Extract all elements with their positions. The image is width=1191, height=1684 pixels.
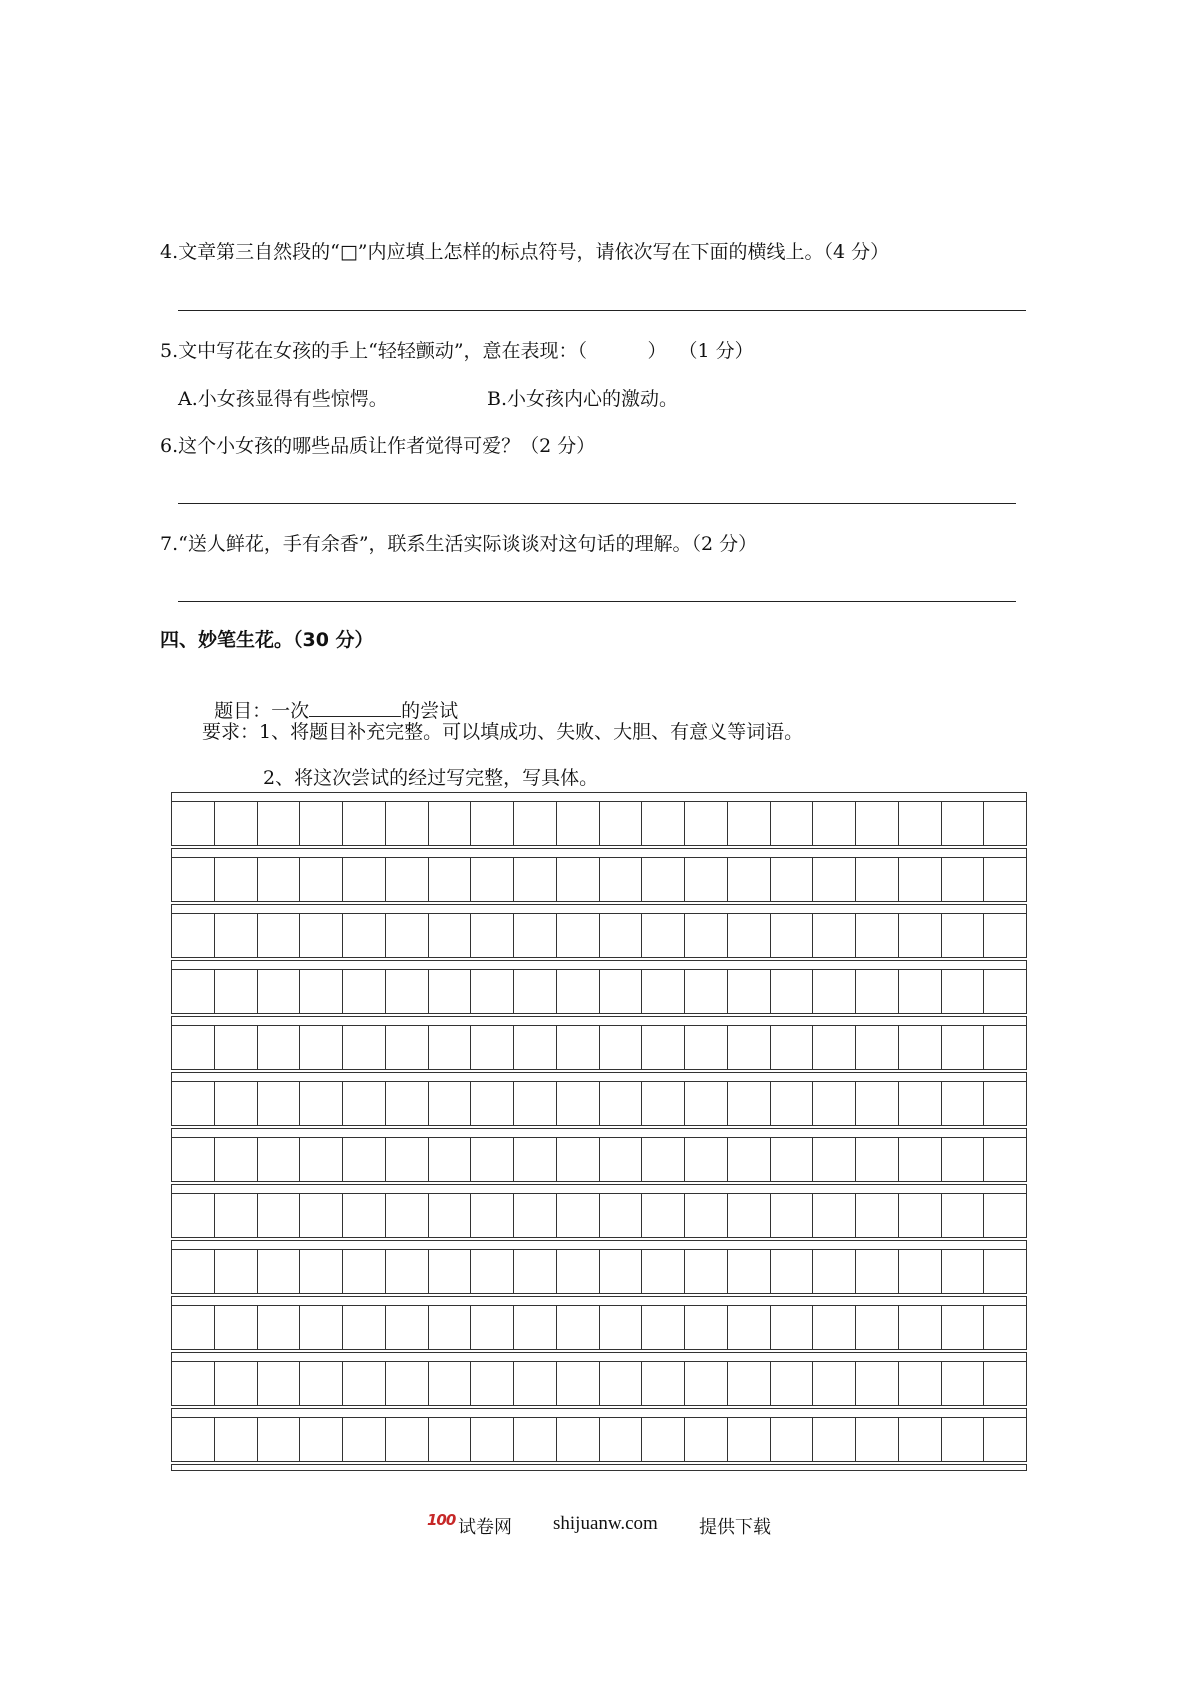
grid-cell[interactable] [728,1026,771,1069]
grid-cell[interactable] [685,1250,728,1293]
grid-cell[interactable] [429,1362,472,1405]
grid-cell[interactable] [600,1194,643,1237]
grid-cell[interactable] [984,914,1026,957]
grid-cell[interactable] [771,1026,814,1069]
grid-cell[interactable] [856,802,899,845]
grid-cells [171,1081,1027,1126]
grid-row-gap [171,1240,1027,1249]
grid-cell[interactable] [899,1194,942,1237]
grid-cell[interactable] [514,1250,557,1293]
grid-cell[interactable] [813,1362,856,1405]
grid-cell[interactable] [386,1194,429,1237]
grid-cell[interactable] [557,802,600,845]
grid-row [171,1016,1027,1072]
grid-cell[interactable] [984,1138,1026,1181]
grid-cell[interactable] [514,914,557,957]
grid-cells [171,1417,1027,1462]
grid-cell[interactable] [386,914,429,957]
grid-cell[interactable] [771,802,814,845]
grid-cell[interactable] [557,914,600,957]
grid-cell[interactable] [856,1306,899,1349]
grid-cell[interactable] [600,1362,643,1405]
grid-cells [171,1249,1027,1294]
grid-cell[interactable] [514,1418,557,1461]
question-4: 4.文章第三自然段的“□”内应填上怎样的标点符号，请依次写在下面的横线上。（4 分） [160,241,890,263]
answer-line-q4[interactable] [178,310,1026,311]
grid-cell[interactable] [300,802,343,845]
grid-cell[interactable] [600,1250,643,1293]
grid-cell[interactable] [771,1194,814,1237]
grid-cell[interactable] [215,858,258,901]
grid-cell[interactable] [942,1082,985,1125]
grid-cell[interactable] [514,802,557,845]
grid-cell[interactable] [172,802,215,845]
grid-cell[interactable] [642,858,685,901]
grid-cell[interactable] [728,1250,771,1293]
grid-cell[interactable] [771,1138,814,1181]
grid-cell[interactable] [471,1194,514,1237]
grid-cell[interactable] [600,1418,643,1461]
question-6: 6.这个小女孩的哪些品质让作者觉得可爱？（2 分） [160,435,596,457]
topic-suffix: 的尝试 [401,700,459,722]
answer-line-q6[interactable] [178,503,1016,504]
grid-row [171,1128,1027,1184]
grid-cell[interactable] [386,858,429,901]
grid-cell[interactable] [172,914,215,957]
grid-cell[interactable] [899,1250,942,1293]
grid-cell[interactable] [300,1138,343,1181]
grid-cell[interactable] [771,858,814,901]
grid-cell[interactable] [942,1418,985,1461]
grid-cell[interactable] [172,1362,215,1405]
grid-cell[interactable] [343,1082,386,1125]
grid-cell[interactable] [600,1082,643,1125]
grid-cell[interactable] [300,1306,343,1349]
requirement-2: 2、将这次尝试的经过写完整，写具体。 [263,767,599,789]
topic-blank[interactable] [309,698,401,717]
grid-cell[interactable] [343,970,386,1013]
logo-100-icon: 100 [427,1511,456,1529]
grid-cell[interactable] [258,1026,301,1069]
grid-cell[interactable] [984,1250,1026,1293]
grid-cell[interactable] [728,1138,771,1181]
grid-cell[interactable] [429,802,472,845]
grid-cell[interactable] [942,802,985,845]
grid-cells [171,1137,1027,1182]
grid-cell[interactable] [215,970,258,1013]
grid-row [171,960,1027,1016]
grid-cell[interactable] [557,858,600,901]
grid-cell[interactable] [215,1362,258,1405]
grid-cell[interactable] [856,914,899,957]
grid-cell[interactable] [386,1362,429,1405]
grid-cell[interactable] [557,1138,600,1181]
grid-cell[interactable] [386,1082,429,1125]
grid-cell[interactable] [471,858,514,901]
grid-cell[interactable] [300,1194,343,1237]
grid-cell[interactable] [215,802,258,845]
grid-cell[interactable] [343,1306,386,1349]
grid-cell[interactable] [856,1138,899,1181]
grid-cell[interactable] [942,1138,985,1181]
grid-cell[interactable] [258,1418,301,1461]
writing-grid[interactable] [171,792,1027,1471]
grid-cell[interactable] [642,1082,685,1125]
grid-cell[interactable] [771,1418,814,1461]
grid-cell[interactable] [728,858,771,901]
grid-cell[interactable] [728,1194,771,1237]
grid-cell[interactable] [728,1082,771,1125]
grid-cell[interactable] [471,802,514,845]
grid-cell[interactable] [728,970,771,1013]
grid-row-gap [171,1352,1027,1361]
grid-cell[interactable] [343,1362,386,1405]
grid-cell[interactable] [429,1082,472,1125]
grid-cell[interactable] [813,1194,856,1237]
grid-cell[interactable] [300,1250,343,1293]
grid-cell[interactable] [343,1250,386,1293]
grid-cell[interactable] [771,1250,814,1293]
grid-row [171,1296,1027,1352]
grid-row-gap [171,960,1027,969]
grid-cell[interactable] [728,1306,771,1349]
grid-cell[interactable] [258,1362,301,1405]
grid-cells [171,1025,1027,1070]
grid-cell[interactable] [899,1138,942,1181]
question-7: 7.“送人鲜花，手有余香”，联系生活实际谈谈对这句话的理解。（2 分） [160,533,758,555]
grid-cell[interactable] [813,858,856,901]
footer-site-link[interactable]: shijuanw.com [553,1513,658,1534]
grid-cell[interactable] [685,1306,728,1349]
grid-cell[interactable] [600,914,643,957]
grid-cell[interactable] [899,1082,942,1125]
grid-cell[interactable] [942,858,985,901]
grid-cell[interactable] [642,970,685,1013]
grid-cell[interactable] [771,970,814,1013]
requirement-1: 要求：1、将题目补充完整。可以填成功、失败、大胆、有意义等词语。 [202,721,804,743]
grid-row-gap [171,1128,1027,1137]
grid-cell[interactable] [557,1418,600,1461]
grid-cell[interactable] [343,1418,386,1461]
grid-cell[interactable] [429,858,472,901]
grid-cell[interactable] [258,1138,301,1181]
grid-cell[interactable] [258,1250,301,1293]
grid-cell[interactable] [899,1026,942,1069]
grid-cell[interactable] [600,970,643,1013]
grid-cell[interactable] [813,1418,856,1461]
grid-cell[interactable] [856,1026,899,1069]
grid-cell[interactable] [471,1082,514,1125]
grid-cells [171,1305,1027,1350]
grid-cell[interactable] [215,1250,258,1293]
grid-cell[interactable] [429,1194,472,1237]
grid-cell[interactable] [642,1194,685,1237]
grid-cell[interactable] [258,914,301,957]
grid-bottom-border [171,1464,1027,1471]
grid-cell[interactable] [514,1194,557,1237]
grid-cell[interactable] [471,914,514,957]
grid-cell[interactable] [258,1306,301,1349]
grid-cell[interactable] [300,914,343,957]
grid-row-gap [171,1408,1027,1417]
grid-cell[interactable] [429,1026,472,1069]
grid-cell[interactable] [300,1362,343,1405]
grid-cell[interactable] [172,1306,215,1349]
grid-cell[interactable] [300,1418,343,1461]
grid-cell[interactable] [471,1306,514,1349]
grid-cell[interactable] [856,1250,899,1293]
grid-cells [171,913,1027,958]
grid-cell[interactable] [856,970,899,1013]
grid-cell[interactable] [386,1306,429,1349]
grid-cell[interactable] [728,802,771,845]
grid-cell[interactable] [942,1026,985,1069]
grid-cell[interactable] [600,1138,643,1181]
grid-cell[interactable] [215,914,258,957]
grid-cell[interactable] [258,858,301,901]
grid-cell[interactable] [514,1138,557,1181]
grid-cell[interactable] [471,1250,514,1293]
grid-row [171,1408,1027,1464]
grid-cell[interactable] [942,1250,985,1293]
grid-row-gap [171,904,1027,913]
grid-cell[interactable] [642,914,685,957]
grid-row-gap [171,848,1027,857]
grid-cell[interactable] [557,1082,600,1125]
grid-cell[interactable] [771,1362,814,1405]
topic-prefix: 题目：一次 [214,700,310,722]
grid-cell[interactable] [471,970,514,1013]
grid-cell[interactable] [899,802,942,845]
grid-cell[interactable] [600,858,643,901]
grid-cell[interactable] [514,1082,557,1125]
grid-cell[interactable] [685,970,728,1013]
grid-cell[interactable] [471,1138,514,1181]
grid-cell[interactable] [386,1026,429,1069]
grid-cell[interactable] [984,970,1026,1013]
grid-cell[interactable] [899,970,942,1013]
grid-cell[interactable] [300,1026,343,1069]
grid-cell[interactable] [899,1362,942,1405]
grid-cell[interactable] [685,914,728,957]
grid-cell[interactable] [771,914,814,957]
grid-cell[interactable] [685,1082,728,1125]
grid-cell[interactable] [899,1418,942,1461]
grid-cell[interactable] [600,1026,643,1069]
grid-cell[interactable] [600,802,643,845]
grid-cell[interactable] [557,1250,600,1293]
grid-cell[interactable] [215,1026,258,1069]
grid-cell[interactable] [429,1138,472,1181]
grid-cell[interactable] [343,802,386,845]
grid-cell[interactable] [813,1026,856,1069]
grid-cell[interactable] [172,1250,215,1293]
grid-cells [171,857,1027,902]
grid-cell[interactable] [813,1138,856,1181]
grid-cell[interactable] [984,1082,1026,1125]
grid-cell[interactable] [514,1306,557,1349]
footer-logo-text: 试卷网 [458,1517,512,1538]
answer-line-q7[interactable] [178,601,1016,602]
grid-cell[interactable] [215,1418,258,1461]
grid-cell[interactable] [557,970,600,1013]
grid-cell[interactable] [856,1362,899,1405]
grid-cell[interactable] [215,1138,258,1181]
grid-cell[interactable] [557,1306,600,1349]
grid-cell[interactable] [856,1194,899,1237]
grid-cell[interactable] [258,970,301,1013]
grid-cell[interactable] [942,1362,985,1405]
grid-row [171,1072,1027,1128]
grid-cell[interactable] [215,1082,258,1125]
grid-cell[interactable] [386,970,429,1013]
grid-cell[interactable] [557,1362,600,1405]
grid-row-gap [171,792,1027,801]
grid-cell[interactable] [642,1138,685,1181]
grid-cell[interactable] [771,1306,814,1349]
grid-row [171,1240,1027,1296]
grid-cell[interactable] [600,1306,643,1349]
grid-cell[interactable] [685,1138,728,1181]
grid-cell[interactable] [856,1082,899,1125]
grid-cell[interactable] [984,1194,1026,1237]
grid-cell[interactable] [471,1026,514,1069]
grid-cell[interactable] [300,858,343,901]
grid-cell[interactable] [514,970,557,1013]
grid-cell[interactable] [856,1418,899,1461]
grid-cell[interactable] [172,1082,215,1125]
grid-cell[interactable] [813,802,856,845]
grid-cell[interactable] [899,1306,942,1349]
grid-row-gap [171,1296,1027,1305]
grid-cell[interactable] [215,1306,258,1349]
section-4-heading: 四、妙笔生花。（30 分） [160,629,374,651]
grid-cell[interactable] [343,1194,386,1237]
grid-cell[interactable] [429,1306,472,1349]
grid-cell[interactable] [942,1306,985,1349]
grid-cell[interactable] [984,1418,1026,1461]
grid-cell[interactable] [258,1082,301,1125]
grid-cell[interactable] [642,802,685,845]
grid-cell[interactable] [813,1306,856,1349]
grid-cell[interactable] [258,1194,301,1237]
grid-cell[interactable] [942,970,985,1013]
grid-cell[interactable] [343,1026,386,1069]
grid-cell[interactable] [984,802,1026,845]
grid-cell[interactable] [813,914,856,957]
grid-cell[interactable] [172,1138,215,1181]
grid-cell[interactable] [771,1082,814,1125]
grid-cell[interactable] [429,914,472,957]
grid-cell[interactable] [386,1138,429,1181]
grid-cell[interactable] [514,1362,557,1405]
grid-cell[interactable] [172,1026,215,1069]
grid-row-gap [171,1184,1027,1193]
grid-cell[interactable] [172,1418,215,1461]
grid-cell[interactable] [942,1194,985,1237]
grid-cell[interactable] [471,1418,514,1461]
grid-row [171,848,1027,904]
grid-cells [171,1193,1027,1238]
grid-cell[interactable] [813,1082,856,1125]
grid-cell[interactable] [215,1194,258,1237]
grid-cells [171,801,1027,846]
grid-cell[interactable] [984,1026,1026,1069]
grid-cell[interactable] [984,1306,1026,1349]
grid-cell[interactable] [514,1026,557,1069]
grid-cell[interactable] [172,858,215,901]
grid-cell[interactable] [685,1362,728,1405]
grid-cell[interactable] [300,970,343,1013]
grid-row-gap [171,1072,1027,1081]
grid-cell[interactable] [984,858,1026,901]
grid-cell[interactable] [172,1194,215,1237]
grid-cell[interactable] [685,1418,728,1461]
grid-cell[interactable] [942,914,985,957]
grid-cell[interactable] [642,1362,685,1405]
grid-cell[interactable] [258,802,301,845]
grid-cell[interactable] [899,858,942,901]
grid-row [171,1352,1027,1408]
grid-cell[interactable] [386,1418,429,1461]
grid-cell[interactable] [557,1194,600,1237]
grid-cell[interactable] [899,914,942,957]
grid-cell[interactable] [642,1306,685,1349]
grid-cell[interactable] [813,1250,856,1293]
grid-row-gap [171,1016,1027,1025]
grid-cell[interactable] [642,1250,685,1293]
grid-cells [171,969,1027,1014]
grid-cell[interactable] [429,970,472,1013]
grid-cell[interactable] [386,1250,429,1293]
grid-cell[interactable] [429,1418,472,1461]
grid-cell[interactable] [685,1026,728,1069]
grid-cell[interactable] [813,970,856,1013]
question-5: 5.文中写花在女孩的手上“轻轻颤动”，意在表现：（ ） （1 分） [160,340,754,362]
grid-cell[interactable] [685,858,728,901]
grid-cell[interactable] [728,914,771,957]
grid-cell[interactable] [343,1138,386,1181]
question-5-option-a: A.小女孩显得有些惊愕。 [178,388,388,410]
grid-cell[interactable] [685,1194,728,1237]
grid-cell[interactable] [685,802,728,845]
essay-topic [202,674,458,723]
grid-cell[interactable] [984,1362,1026,1405]
grid-cell[interactable] [728,1418,771,1461]
grid-cell[interactable] [343,914,386,957]
grid-row [171,904,1027,960]
grid-cell[interactable] [471,1362,514,1405]
grid-cell[interactable] [642,1026,685,1069]
grid-cell[interactable] [300,1082,343,1125]
grid-cell[interactable] [557,1026,600,1069]
question-5-option-b: B.小女孩内心的激动。 [487,388,679,410]
grid-cell[interactable] [172,970,215,1013]
footer-download-note: 提供下载 [699,1517,771,1538]
grid-cells [171,1361,1027,1406]
grid-row [171,792,1027,848]
grid-cell[interactable] [514,858,557,901]
grid-cell[interactable] [429,1250,472,1293]
grid-row [171,1184,1027,1240]
grid-cell[interactable] [856,858,899,901]
grid-cell[interactable] [386,802,429,845]
grid-cell[interactable] [642,1418,685,1461]
grid-cell[interactable] [343,858,386,901]
grid-cell[interactable] [728,1362,771,1405]
